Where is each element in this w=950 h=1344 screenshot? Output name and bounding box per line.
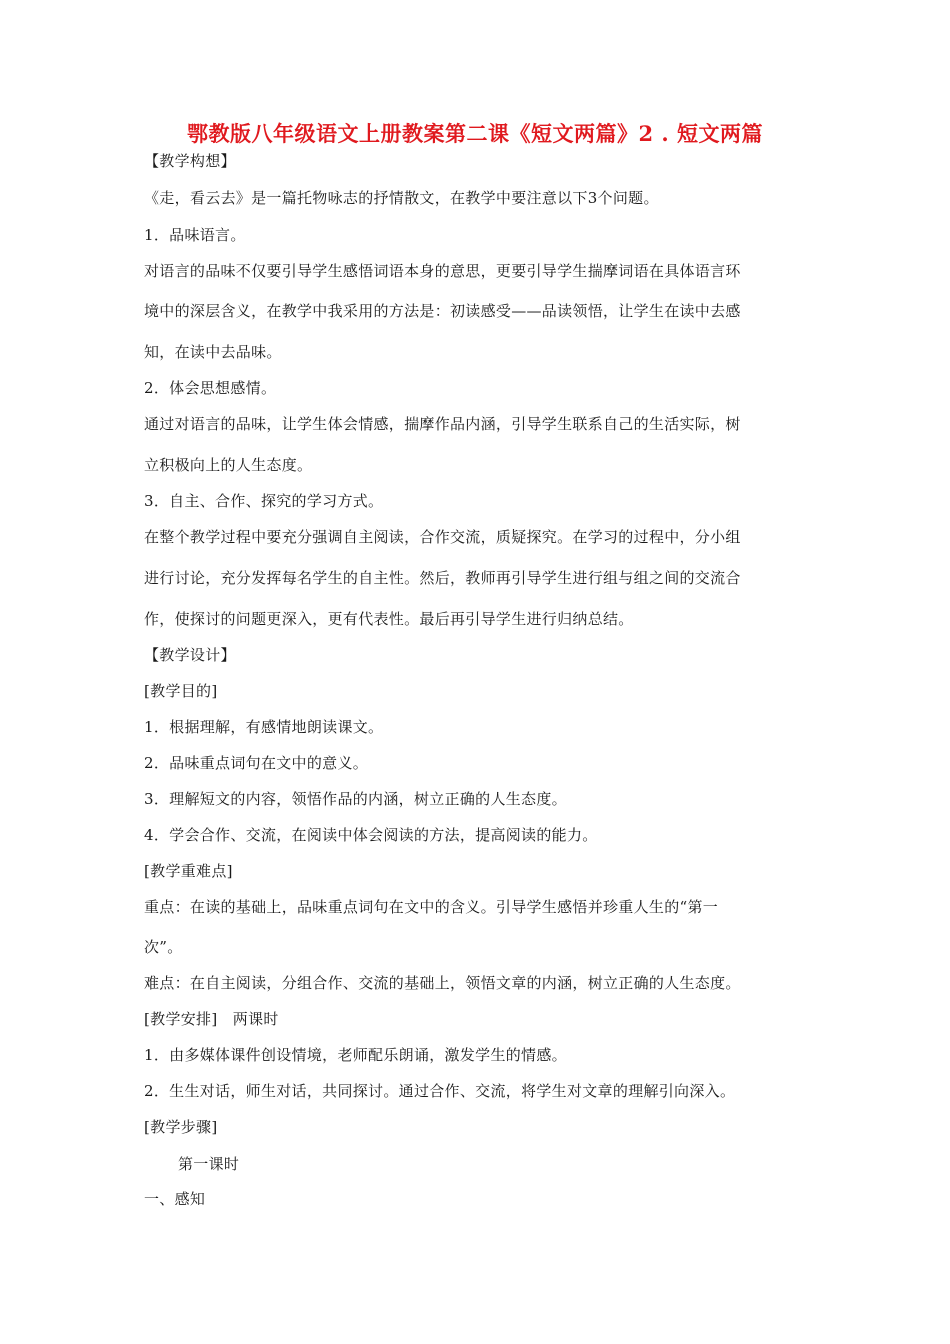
list-item: 4．学会合作、交流，在阅读中体会阅读的方法，提高阅读的能力。 xyxy=(144,826,598,844)
list-item: 2．生生对话，师生对话，共同探讨。通过合作、交流，将学生对文章的理解引向深入。 xyxy=(144,1082,736,1100)
subsection-heading: [教学安排] 两课时 xyxy=(144,1010,279,1028)
list-item: 1．品味语言。 xyxy=(144,226,246,244)
subsection-heading: [教学目的] xyxy=(144,682,218,700)
paragraph-line: 知，在读中去品味。 xyxy=(144,343,282,361)
paragraph-line: 通过对语言的品味，让学生体会情感，揣摩作品内涵，引导学生联系自己的生活实际，树 xyxy=(144,415,741,433)
list-item: 2．体会思想感情。 xyxy=(144,379,277,397)
section-heading: 【教学构想】 xyxy=(144,152,236,170)
subsection-heading: [教学步骤] xyxy=(144,1118,218,1136)
paragraph-line: 在整个教学过程中要充分强调自主阅读，合作交流，质疑探究。在学习的过程中，分小组 xyxy=(144,528,741,546)
list-item: 1．根据理解，有感情地朗读课文。 xyxy=(144,718,384,736)
list-item: 2．品味重点词句在文中的意义。 xyxy=(144,754,369,772)
list-item: 3．理解短文的内容，领悟作品的内涵，树立正确的人生态度。 xyxy=(144,790,567,808)
paragraph-line: 对语言的品味不仅要引导学生感悟词语本身的意思，更要引导学生揣摩词语在具体语言环 xyxy=(144,262,741,280)
paragraph-line: 境中的深层含义，在教学中我采用的方法是：初读感受——品读领悟，让学生在读中去感 xyxy=(144,302,741,320)
paragraph-line: 立积极向上的人生态度。 xyxy=(144,456,313,474)
subsection-heading: [教学重难点] xyxy=(144,862,233,880)
paragraph-line: 次”。 xyxy=(144,938,183,956)
paragraph-line: 作，使探讨的问题更深入，更有代表性。最后再引导学生进行归纳总结。 xyxy=(144,610,634,628)
document-title: 鄂教版八年级语文上册教案第二课《短文两篇》2 . 短文两篇 xyxy=(186,121,764,146)
list-item: 3．自主、合作、探究的学习方式。 xyxy=(144,492,384,510)
paragraph-line: 重点：在读的基础上，品味重点词句在文中的含义。引导学生感悟并珍重人生的“第一 xyxy=(144,898,719,916)
paragraph-line: 进行讨论，充分发挥每名学生的自主性。然后，教师再引导学生进行组与组之间的交流合 xyxy=(144,569,741,587)
step-heading: 一、感知 xyxy=(144,1190,206,1208)
list-item: 1．由多媒体课件创设情境，老师配乐朗诵，激发学生的情感。 xyxy=(144,1046,567,1064)
paragraph-line: 难点：在自主阅读，分组合作、交流的基础上，领悟文章的内涵，树立正确的人生态度。 xyxy=(144,974,741,992)
section-heading: 【教学设计】 xyxy=(144,646,236,664)
lesson-heading: 第一课时 xyxy=(178,1155,240,1173)
paragraph-line: 《走，看云去》是一篇托物咏志的抒情散文，在教学中要注意以下3个问题。 xyxy=(144,189,659,207)
